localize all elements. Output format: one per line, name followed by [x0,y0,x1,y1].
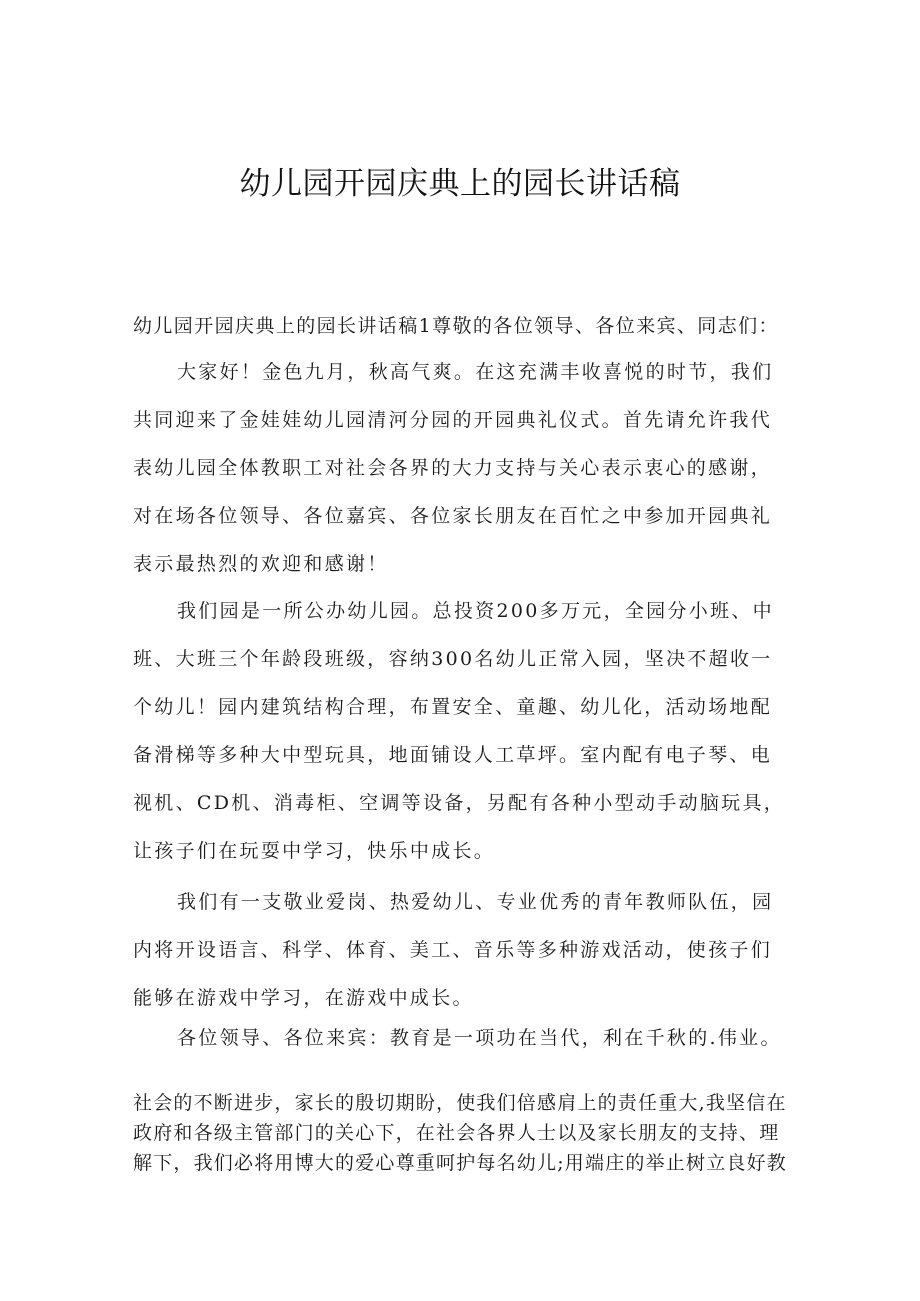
body-paragraph: 大家好！金色九月，秋高气爽。在这充满丰收喜悦的时节，我们共同迎来了金娃娃幼儿园清河分园的开园典礼仪式。首先请允许我代表幼儿园全体教职工对社会各界的大力支持与关心表示衷心的感谢，对在场各位领导、各位嘉宾、各位家长朋友在百忙之中参加开园典礼表示最热烈的欢迎和感谢！ [133,361,774,575]
body-paragraph: 各位领导、各位来宾：教育是一项功在当代，利在千秋的.伟业。 [177,1027,782,1049]
body-paragraph: 我们园是一所公办幼儿园。总投资200多万元，全园分小班、中班、大班三个年龄段班级，容纳300名幼儿正常入园，坚决不超收一个幼儿！园内建筑结构合理，布置安全、童趣、幼儿化，活动场地配备滑梯等多种大中型玩具，地面铺设人工草坪。室内配有电子琴、电视机、CD机、消毒柜、空调等设备，另配有各种小型动手动脑玩具，让孩子们在玩耍中学习，快乐中成长。 [133,600,786,862]
document-title: 幼儿园开园庆典上的园长讲话稿 [239,166,681,202]
body-paragraph: 社会的不断进步，家长的殷切期盼，使我们倍感肩上的责任重大,我坚信在政府和各级主管部门的关心下，在社会各界人士以及家长朋友的支持、理解下，我们必将用博大的爱心尊重呵护每名幼儿;用端庄的举止树立良好教 [133,1092,788,1174]
salutation-paragraph: 幼儿园开园庆典上的园长讲话稿1尊敬的各位领导、各位来宾、同志们： [133,315,779,337]
body-paragraph: 我们有一支敬业爱岗、热爱幼儿、专业优秀的青年教师队伍，园内将开设语言、科学、体育、美工、音乐等多种游戏活动，使孩子们能够在游戏中学习，在游戏中成长。 [133,891,774,1009]
